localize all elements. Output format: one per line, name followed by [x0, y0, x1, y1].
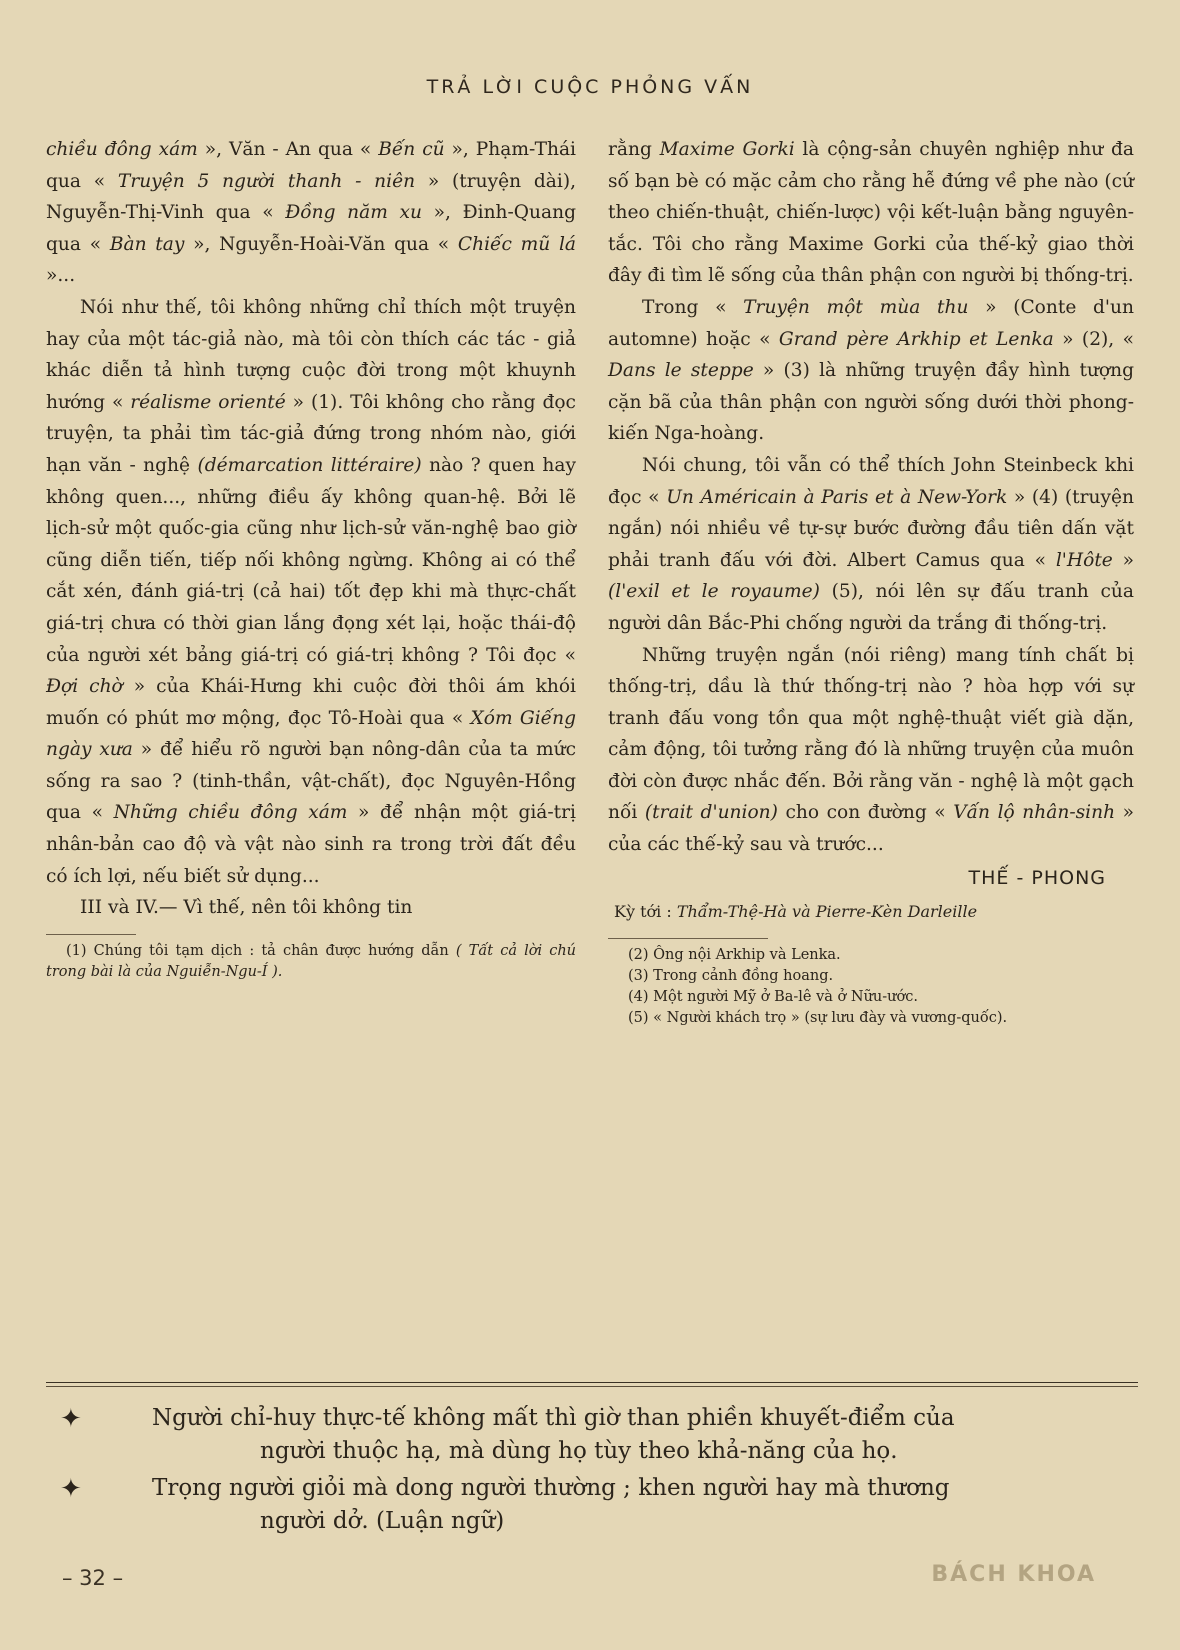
text-run: nào ? quen hay không quen..., những điều ấy không quan-hệ. Bởi lẽ lịch-sử một quốc-gia cũng như lịch-sử văn-nghệ bao giờ cũng diễn tiến, tiếp nối không ngừng. Không ai có thể cắt xén, đánh giá-trị (cả hai) tốt đẹp khi mà thực-chất giá-trị chưa có thời gian lắng đọng xét lại, hoặc thái-độ của người xét bảng giá-trị có giá-trị không ? Tôi đọc «: [46, 454, 576, 666]
maxim-2-line-2: người dở. (Luận ngữ): [260, 1508, 505, 1534]
italic-run: Bàn tay: [109, 233, 185, 255]
text-run: Trong «: [642, 296, 744, 318]
italic-run: Vấn lộ nhân-sinh: [953, 802, 1116, 824]
italic-run: Dans le steppe: [608, 360, 754, 382]
magazine-name: BÁCH KHOA: [931, 1562, 1096, 1587]
maxim-1-line-1: Người chỉ-huy thực-tế không mất thì giờ than phiền khuyết-điểm của: [152, 1405, 955, 1431]
right-paragraph-2: [608, 292, 1134, 450]
text-run: (1) Chúng tôi tạm dịch : tả chân được hướng dẫn: [66, 942, 456, 959]
text-run: (2) Ông nội Arkhip và Lenka.: [628, 946, 841, 963]
left-paragraph-2: [46, 292, 576, 892]
left-footnotes: [46, 941, 576, 983]
text-run: Nói như thế, tôi không những chỉ thích một truyện hay của một tác-giả nào, mà tôi còn thích các tác - giả khác diễn tả hình tượng cuộc đời trong một khuynh hướng «: [46, 296, 576, 413]
italic-run: Đồng năm xu: [285, 202, 423, 224]
text-run: cho con đường «: [777, 802, 954, 824]
text-run: » (Conte d'un automne) hoặc «: [608, 296, 1134, 350]
page-number: – 32 –: [62, 1566, 124, 1590]
text-run: »: [1112, 549, 1134, 571]
footnote-3: [608, 966, 1134, 987]
italic-run: (trait d'union): [644, 802, 778, 824]
italic-run: réalisme orienté: [130, 391, 286, 413]
text-run: (3) Trong cảnh đồng hoang.: [628, 967, 834, 984]
text-run: Những truyện ngắn (nói riêng) mang tính chất bị thống-trị, dầu là thứ thống-trị nào ? hòa hợp với sự tranh đấu vong tồn qua một nghệ-thuật viết già dặn, cảm động, tôi tưởng rằng đó là những truyện của muôn đời còn được nhắc đến. Bởi rằng văn - nghệ là một gạch nối: [608, 644, 1134, 824]
maxims-box: [60, 1402, 1150, 1542]
italic-run: Chiếc mũ lá: [457, 233, 577, 255]
text-run: » (1). Tôi không cho rằng đọc truyện, ta phải tìm tác-giả đứng trong nhóm nào, giới hạn văn - nghệ: [46, 391, 576, 476]
text-run: (5), nói lên sự đấu tranh của người dân Bắc-Phi chống người da trắng đi thống-trị.: [608, 581, 1134, 634]
text-run: » (truyện dài), Nguyễn-Thị-Vinh qua «: [46, 170, 576, 224]
text-run: (4) Một người Mỹ ở Ba-lê và ở Nữu-ước.: [628, 988, 918, 1005]
running-head: TRẢ LỜI CUỘC PHỎNG VẤN: [426, 76, 754, 98]
maxim-1: [60, 1402, 1150, 1468]
left-paragraph-3: [46, 892, 576, 924]
italic-run: Những chiều đông xám: [113, 802, 348, 824]
section-divider-thin: [46, 1386, 1138, 1387]
maxim-1-line-2: người thuộc hạ, mà dùng họ tùy theo khả-năng của họ.: [260, 1438, 898, 1464]
italic-run: Thẩm-Thệ-Hà và Pierre-Kèn Darleille: [676, 902, 978, 922]
right-column: [608, 134, 1134, 1029]
italic-run: l'Hôte: [1055, 549, 1113, 571]
footnote-rule-right: [608, 938, 768, 939]
author-signature: THẾ - PHONG: [968, 866, 1106, 889]
italic-run: ( Tất cả lời chú trong bài là của Nguiễn-Ngu-Í ).: [46, 942, 577, 980]
left-paragraph-1: [46, 134, 576, 292]
text-run: » của Khái-Hưng khi cuộc đời thôi ám khói muốn có phút mơ mộng, đọc Tô-Hoài qua «: [46, 676, 576, 729]
right-paragraph-1: [608, 134, 1134, 292]
text-run: » (4) (truyện ngắn) nói nhiều về tự-sự bước đường đầu tiên dấn vặt phải tranh đấu với đời. Albert Camus qua «: [608, 486, 1134, 571]
italic-run: Xóm Giếng ngày xưa: [46, 707, 576, 761]
italic-run: Un Américain à Paris et à New-York: [666, 486, 1008, 508]
right-paragraph-3: [608, 450, 1134, 640]
italic-run: Đợi chờ: [46, 676, 123, 698]
footnote-rule: [46, 934, 136, 935]
text-run: », Đinh-Quang qua «: [46, 202, 576, 255]
text-run: » của các thế-kỷ sau và trước...: [608, 802, 1134, 856]
text-run: là cộng-sản chuyên nghiệp như đa số bạn bè có mặc cảm cho rằng hễ đứng về phe nào (cứ theo chiến-thuật, chiến-lược) vội kết-luận bằng nguyên-tắc. Tôi cho rằng Maxime Gorki của thế-kỷ giao thời đây đi tìm lẽ sống của thân phận con người bị thống-trị.: [608, 139, 1134, 287]
italic-run: Maxime Gorki: [659, 139, 795, 160]
star-icon: ✦: [60, 1474, 82, 1504]
maxim-2: [60, 1472, 1150, 1538]
italic-run: chiều đông xám: [46, 139, 198, 160]
italic-run: Truyện một mùa thu: [743, 296, 969, 318]
text-run: » (3) là những truyện đầy hình tượng cặn bã của thân phận con người sống dưới thời phong-kiến Nga-hoàng.: [608, 360, 1134, 445]
italic-run: Bến cũ: [378, 139, 445, 160]
text-run: » (2), «: [1053, 328, 1134, 350]
footnote-1: [46, 941, 576, 983]
text-run: Nói chung, tôi vẫn có thể thích John Steinbeck khi đọc «: [608, 454, 1134, 508]
left-column: [46, 134, 576, 983]
section-divider: [46, 1382, 1138, 1383]
footnote-2: [608, 945, 1134, 966]
star-icon: ✦: [60, 1404, 82, 1434]
text-run: » để nhận một giá-trị nhân-bản cao độ và vật nào sinh ra trong trời đất đều có ích lợi, nếu biết sử dụng...: [46, 802, 576, 887]
text-run: Kỳ tới :: [614, 902, 677, 922]
right-footnotes: [608, 945, 1134, 1029]
footnote-5: [608, 1008, 1134, 1029]
footnote-4: [608, 987, 1134, 1008]
text-run: », Phạm-Thái qua «: [46, 139, 576, 192]
italic-run: Grand père Arkhip et Lenka: [778, 328, 1054, 350]
text-run: III và IV.— Vì thế, nên tôi không tin: [80, 897, 413, 919]
text-run: rằng: [608, 139, 660, 160]
italic-run: (l'exil et le royaume): [608, 581, 820, 603]
italic-run: Truyện 5 người thanh - niên: [117, 170, 416, 192]
next-interview-note: [608, 896, 1134, 928]
text-run: », Nguyễn-Hoài-Văn qua «: [184, 233, 458, 255]
text-run: », Văn - An qua «: [197, 139, 379, 160]
italic-run: (démarcation littéraire): [197, 454, 422, 476]
right-paragraph-4: [608, 640, 1134, 861]
text-run: »...: [46, 265, 76, 287]
text-run: (5) « Người khách trọ » (sự lưu đày và vương-quốc).: [628, 1009, 1008, 1026]
text-run: » để hiểu rõ người bạn nông-dân của ta mức sống ra sao ? (tinh-thần, vật-chất), đọc Nguyên-Hồng qua «: [46, 739, 576, 824]
maxim-2-line-1: Trọng người giỏi mà dong người thường ; khen người hay mà thương: [152, 1475, 950, 1501]
